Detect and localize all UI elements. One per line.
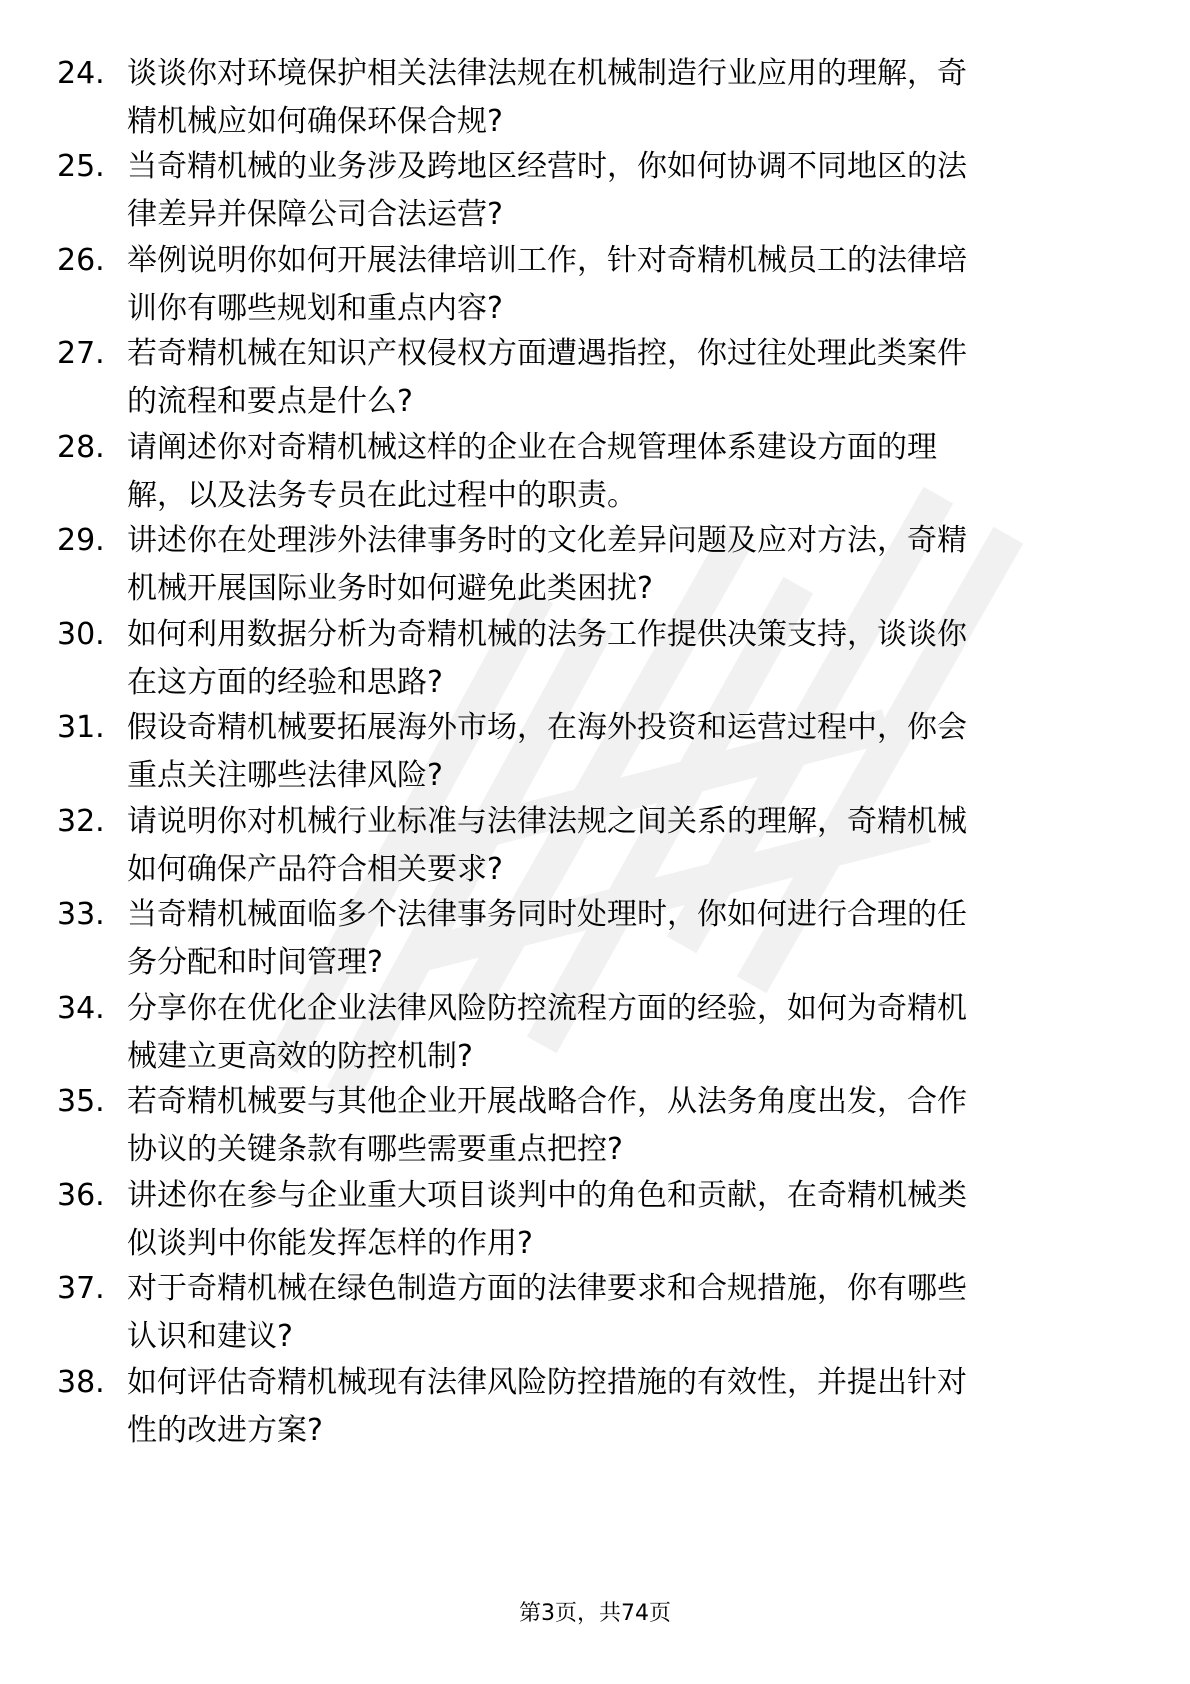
question-line: 性的改进方案? bbox=[127, 1413, 323, 1448]
question-number: 29. bbox=[57, 523, 105, 558]
question-line: 精机械应如何确保环保合规? bbox=[127, 104, 503, 139]
question-text bbox=[127, 1359, 1117, 1455]
question-item bbox=[0, 517, 1190, 617]
question-line: 讲述你在处理涉外法律事务时的文化差异问题及应对方法，奇精 bbox=[127, 523, 967, 558]
question-number: 36. bbox=[57, 1178, 105, 1213]
question-number: 28. bbox=[57, 430, 105, 465]
question-line: 律差异并保障公司合法运营? bbox=[127, 197, 503, 232]
question-line: 请阐述你对奇精机械这样的企业在合规管理体系建设方面的理 bbox=[127, 430, 937, 465]
page-number-label: 第3页，共74页 bbox=[519, 1601, 671, 1626]
question-item bbox=[0, 237, 1190, 337]
question-line: 械建立更高效的防控机制? bbox=[127, 1039, 473, 1074]
question-text bbox=[127, 891, 1117, 987]
page-footer bbox=[0, 1599, 1190, 1629]
question-line: 机械开展国际业务时如何避免此类困扰? bbox=[127, 571, 653, 606]
question-number: 38. bbox=[57, 1365, 105, 1400]
question-line: 如何确保产品符合相关要求? bbox=[127, 852, 503, 887]
question-line: 如何利用数据分析为奇精机械的法务工作提供决策支持，谈谈你 bbox=[127, 617, 967, 652]
question-line: 如何评估奇精机械现有法律风险防控措施的有效性，并提出针对 bbox=[127, 1365, 967, 1400]
question-item bbox=[0, 330, 1190, 430]
question-line: 举例说明你如何开展法律培训工作，针对奇精机械员工的法律培 bbox=[127, 243, 967, 278]
question-text bbox=[127, 1078, 1117, 1174]
question-number: 34. bbox=[57, 991, 105, 1026]
question-text bbox=[127, 611, 1117, 707]
question-item bbox=[0, 1078, 1190, 1178]
question-item bbox=[0, 985, 1190, 1085]
question-number: 32. bbox=[57, 804, 105, 839]
question-item bbox=[0, 1265, 1190, 1365]
question-text bbox=[127, 143, 1117, 239]
question-line: 的流程和要点是什么? bbox=[127, 384, 413, 419]
question-item bbox=[0, 50, 1190, 150]
question-line: 讲述你在参与企业重大项目谈判中的角色和贡献，在奇精机械类 bbox=[127, 1178, 967, 1213]
question-item bbox=[0, 1359, 1190, 1459]
question-line: 解，以及法务专员在此过程中的职责。 bbox=[127, 478, 637, 513]
question-number: 30. bbox=[57, 617, 105, 652]
question-line: 若奇精机械要与其他企业开展战略合作，从法务角度出发，合作 bbox=[127, 1084, 967, 1119]
question-line: 协议的关键条款有哪些需要重点把控? bbox=[127, 1132, 623, 1167]
question-line: 假设奇精机械要拓展海外市场，在海外投资和运营过程中，你会 bbox=[127, 710, 967, 745]
question-line: 务分配和时间管理? bbox=[127, 945, 383, 980]
question-text bbox=[127, 330, 1117, 426]
question-item bbox=[0, 611, 1190, 711]
question-text bbox=[127, 424, 1117, 520]
question-line: 似谈判中你能发挥怎样的作用? bbox=[127, 1226, 533, 1261]
question-number: 31. bbox=[57, 710, 105, 745]
question-line: 谈谈你对环境保护相关法律法规在机械制造行业应用的理解，奇 bbox=[127, 56, 967, 91]
question-item bbox=[0, 798, 1190, 898]
question-line: 对于奇精机械在绿色制造方面的法律要求和合规措施，你有哪些 bbox=[127, 1271, 967, 1306]
question-line: 分享你在优化企业法律风险防控流程方面的经验，如何为奇精机 bbox=[127, 991, 967, 1026]
question-text bbox=[127, 1172, 1117, 1268]
question-line: 认识和建议? bbox=[127, 1319, 293, 1354]
question-item bbox=[0, 424, 1190, 524]
question-text bbox=[127, 798, 1117, 894]
question-line: 当奇精机械面临多个法律事务同时处理时，你如何进行合理的任 bbox=[127, 897, 967, 932]
question-text bbox=[127, 517, 1117, 613]
question-text bbox=[127, 985, 1117, 1081]
question-text bbox=[127, 704, 1117, 800]
question-number: 27. bbox=[57, 336, 105, 371]
question-line: 重点关注哪些法律风险? bbox=[127, 758, 443, 793]
question-line: 训你有哪些规划和重点内容? bbox=[127, 291, 503, 326]
question-text bbox=[127, 1265, 1117, 1361]
question-item bbox=[0, 704, 1190, 804]
question-text bbox=[127, 237, 1117, 333]
question-line: 若奇精机械在知识产权侵权方面遭遇指控，你过往处理此类案件 bbox=[127, 336, 967, 371]
question-number: 24. bbox=[57, 56, 105, 91]
question-number: 35. bbox=[57, 1084, 105, 1119]
question-line: 当奇精机械的业务涉及跨地区经营时，你如何协调不同地区的法 bbox=[127, 149, 967, 184]
question-item bbox=[0, 1172, 1190, 1272]
question-line: 在这方面的经验和思路? bbox=[127, 665, 443, 700]
question-number: 25. bbox=[57, 149, 105, 184]
question-number: 37. bbox=[57, 1271, 105, 1306]
question-line: 请说明你对机械行业标准与法律法规之间关系的理解，奇精机械 bbox=[127, 804, 967, 839]
question-text bbox=[127, 50, 1117, 146]
question-item bbox=[0, 891, 1190, 991]
question-number: 26. bbox=[57, 243, 105, 278]
question-item bbox=[0, 143, 1190, 243]
question-number: 33. bbox=[57, 897, 105, 932]
